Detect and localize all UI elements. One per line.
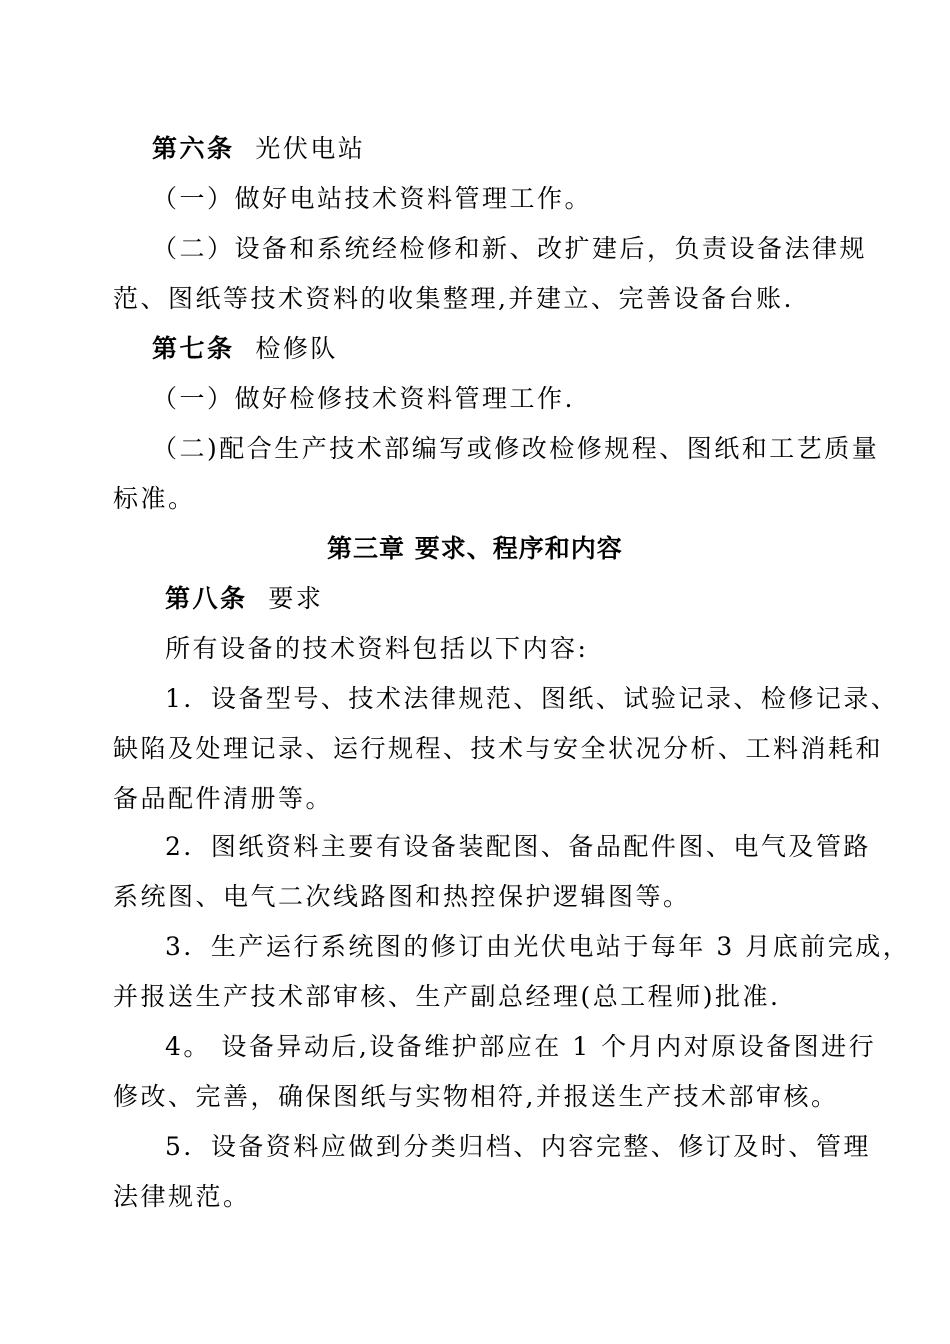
chapter-3-title: 第三章 要求、程序和内容 [327,534,623,563]
article-8-intro: 所有设备的技术资料包括以下内容: [165,634,589,663]
article-7-item-2-line-2: 标准。 [113,484,196,513]
article-6-item-2-line-1: （二）设备和系统经检修和新、改扩建后，负责设备法律规 [152,234,868,263]
article-8-heading [165,583,323,615]
article-6-item-1: （一）做好电站技术资料管理工作。 [152,184,593,213]
article-6-label: 第六条 [152,134,235,163]
article-6-title: 光伏电站 [255,134,366,163]
article-6-heading [152,133,365,165]
article-7-item-2-line-1: （二)配合生产技术部编写或修改检修规程、图纸和工艺质量 [152,434,880,463]
article-6-item-2-line-2: 范、图纸等技术资料的收集整理,并建立、完善设备台账. [113,284,794,313]
article-8-title: 要求 [268,584,324,613]
article-8-item-1-line-2: 缺陷及处理记录、运行规程、技术与安全状况分析、工料消耗和 [113,734,884,763]
article-8-item-3-line-2: 并报送生产技术部审核、生产副总经理(总工程师)批准. [113,982,781,1011]
article-8-item-4-line-1: 4。 设备异动后,设备维护部应在 1 个月内对原设备图进行 [165,1032,877,1061]
article-8-item-4-line-2: 修改、完善，确保图纸与实物相符,并报送生产技术部审核。 [113,1082,839,1111]
article-8-item-2-line-1: 2．图纸资料主要有设备装配图、备品配件图、电气及管路 [165,832,871,861]
article-7-label: 第七条 [152,334,235,363]
article-7-heading [152,333,338,365]
article-8-item-2-line-2: 系统图、电气二次线路图和热控保护逻辑图等。 [113,882,691,911]
article-8-item-5-line-2: 法律规范。 [113,1182,251,1211]
article-8-item-3-line-1: 3．生产运行系统图的修订由光伏电站于每年 3 月底前完成， [165,932,911,961]
article-7-title: 检修队 [255,334,338,363]
article-8-item-1-line-3: 备品配件清册等。 [113,784,334,813]
article-7-item-1: （一）做好检修技术资料管理工作. [152,384,575,413]
article-8-label: 第八条 [165,584,248,613]
article-8-item-5-line-1: 5．设备资料应做到分类归档、内容完整、修订及时、管理 [165,1132,871,1161]
article-8-item-1-line-1: 1．设备型号、技术法律规范、图纸、试验记录、检修记录、 [165,684,899,713]
